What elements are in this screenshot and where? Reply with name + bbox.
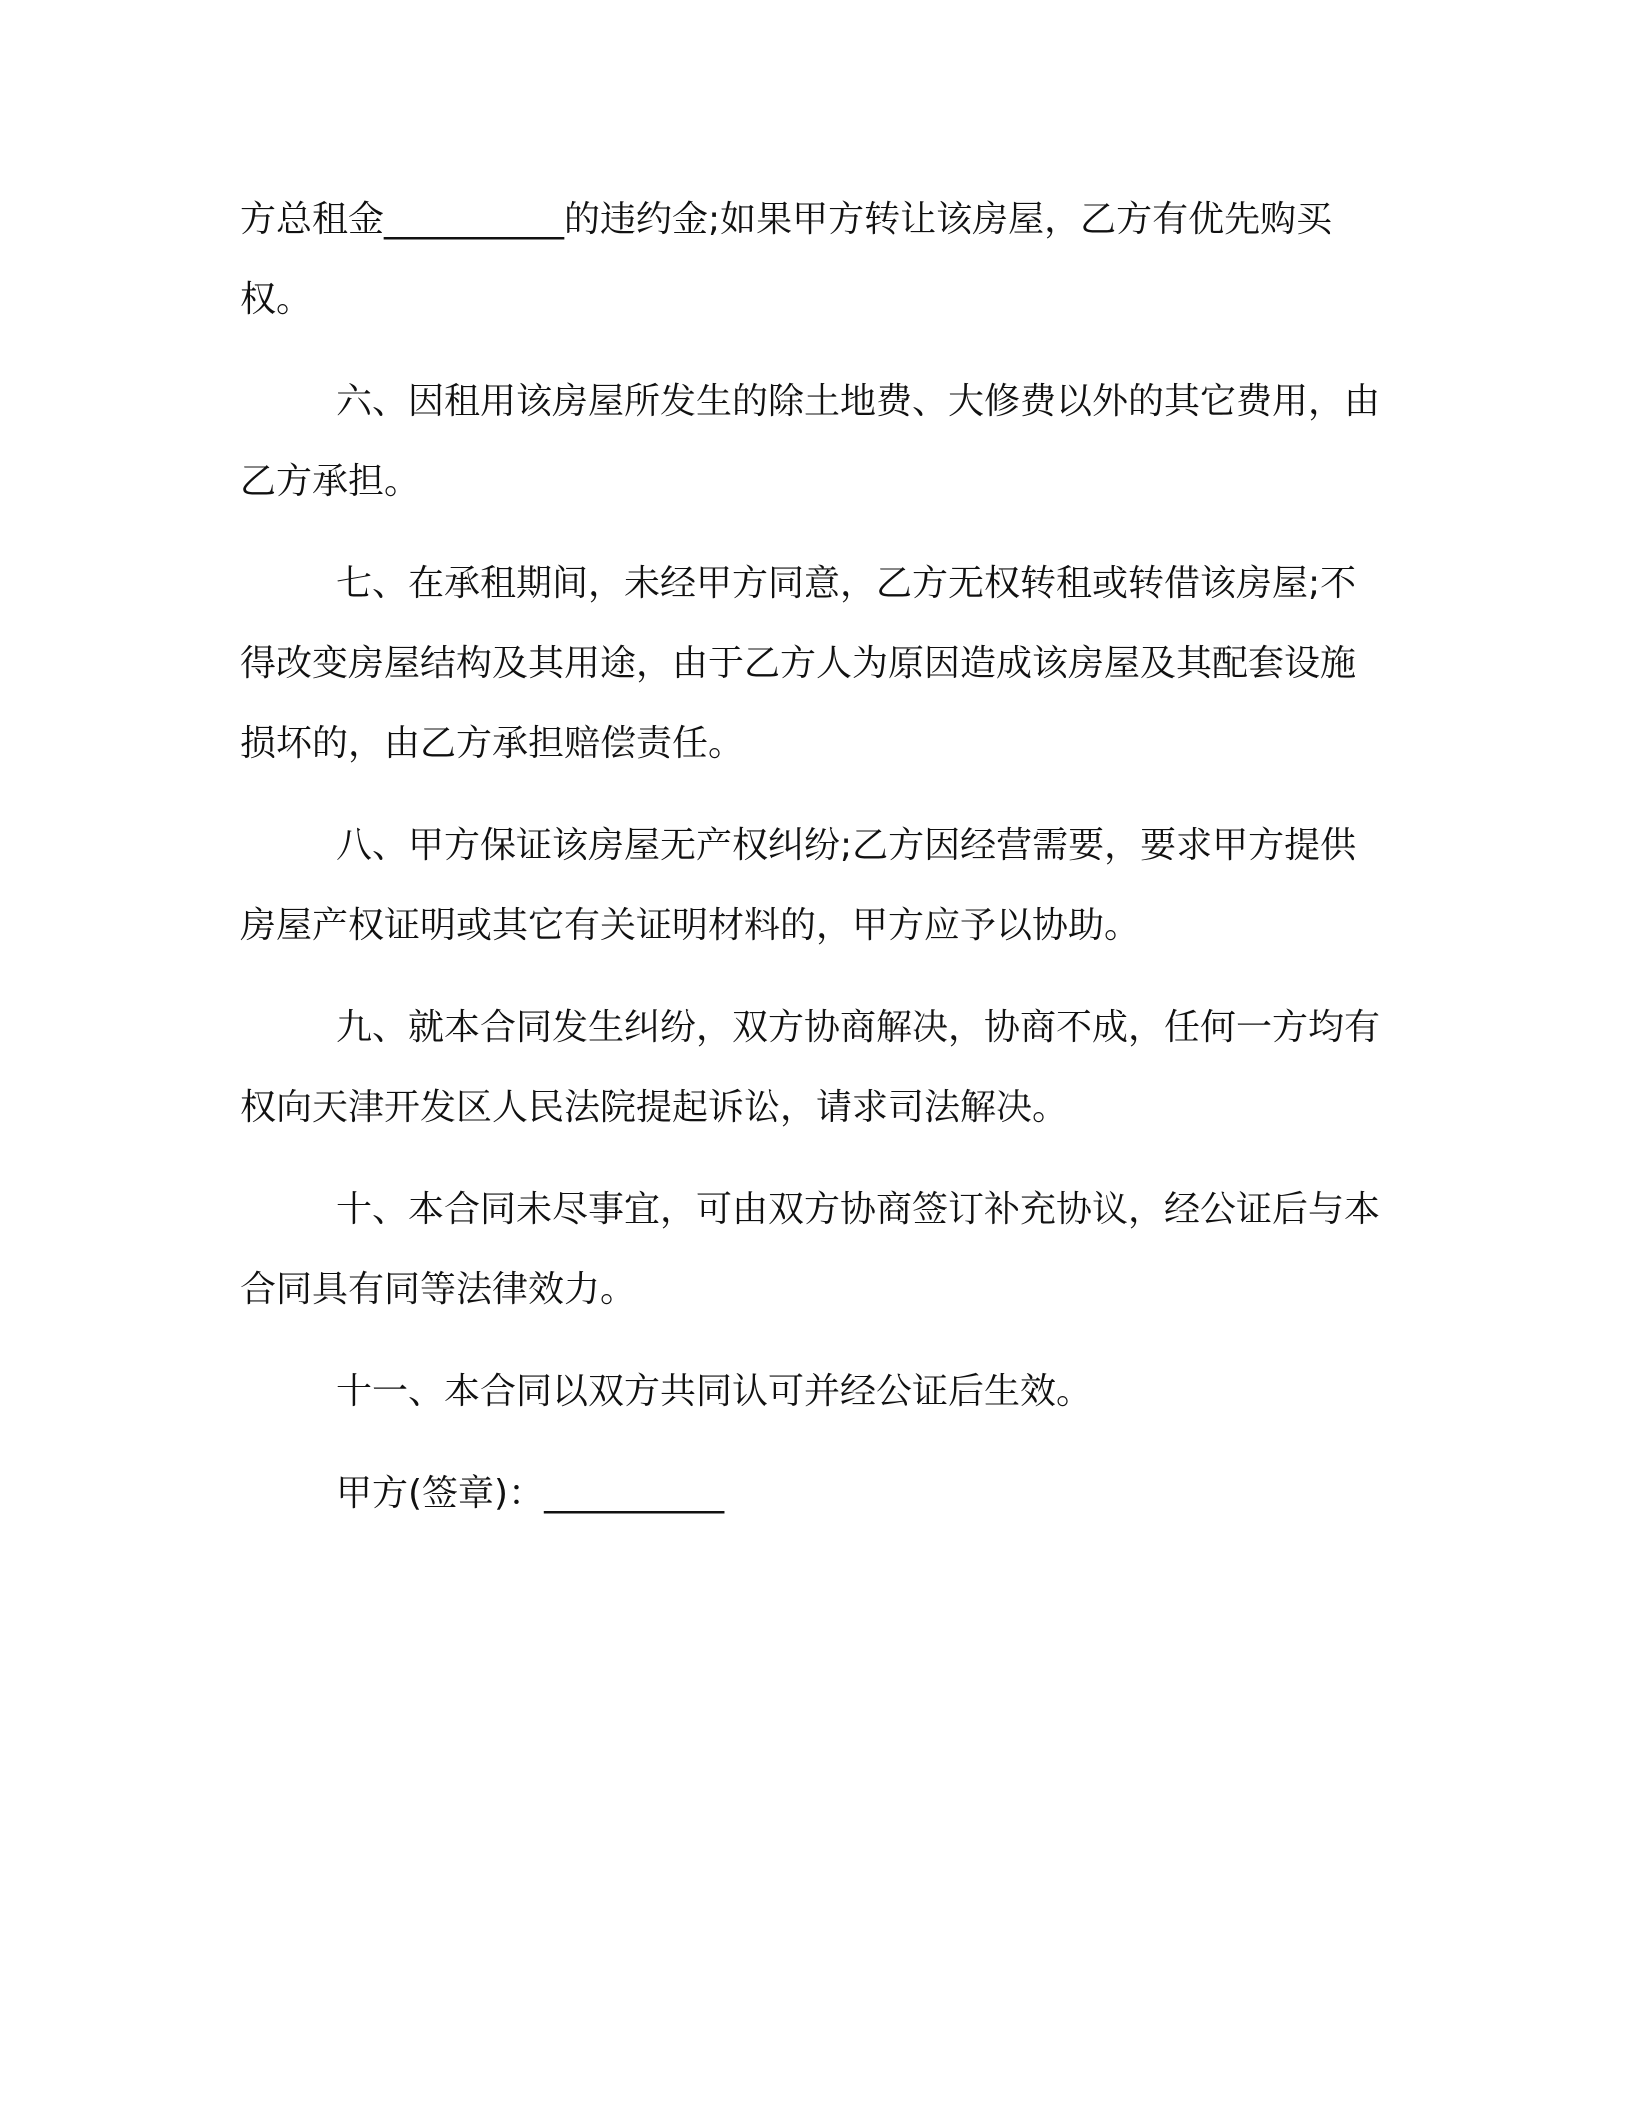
paragraph-clause-7: 七、在承租期间，未经甲方同意，乙方无权转租或转借该房屋;不得改变房屋结构及其用途，由于乙方人为原因造成该房屋及其配套设施损坏的，由乙方承担赔偿责任。: [240, 563, 1357, 764]
paragraph-clause-9: 九、就本合同发生纠纷，双方协商解决，协商不成，任何一方均有权向天津开发区人民法院提起诉讼，请求司法解决。: [240, 1007, 1381, 1128]
document-body: [240, 180, 1380, 1556]
paragraph-penalty-clause: 方总租金__________的违约金;如果甲方转让该房屋，乙方有优先购买权。: [240, 199, 1333, 320]
paragraph-clause-6: 六、因租用该房屋所发生的除土地费、大修费以外的其它费用，由乙方承担。: [240, 381, 1381, 502]
paragraph-clause-11: 十一、本合同以双方共同认可并经公证后生效。: [336, 1371, 1093, 1412]
paragraph-clause-8: 八、甲方保证该房屋无产权纠纷;乙方因经营需要，要求甲方提供房屋产权证明或其它有关证明材料的，甲方应予以协助。: [240, 825, 1357, 946]
paragraph-clause-10: 十、本合同未尽事宜，可由双方协商签订补充协议，经公证后与本合同具有同等法律效力。: [240, 1189, 1381, 1310]
party-a-signature-line: 甲方(签章)：__________: [336, 1473, 725, 1514]
